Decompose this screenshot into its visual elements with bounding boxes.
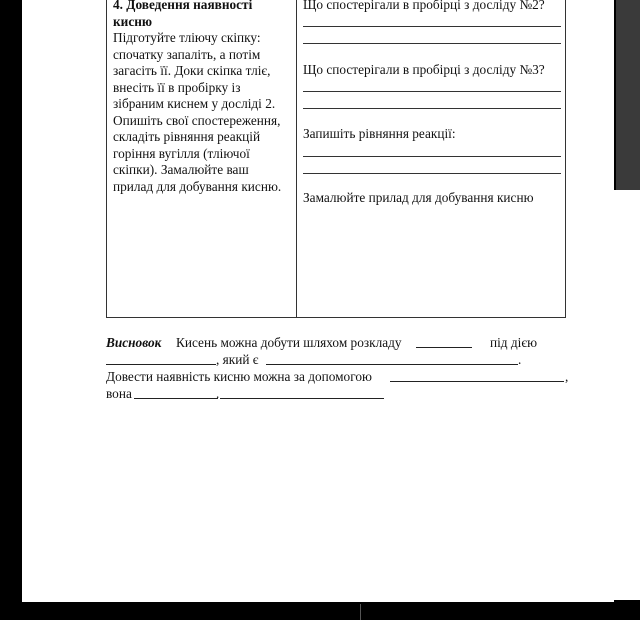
question-exp2: Що спостерігали в пробірці з досліду №2? [303,0,545,12]
answer-line[interactable] [303,26,561,27]
instruction-line: внесіть її в пробірку із [113,79,241,95]
section-title: 4. Доведення наявності [113,0,253,12]
worksheet-page [22,0,614,602]
answer-line[interactable] [303,43,561,44]
question-draw: Замалюйте прилад для добування кисню [303,190,534,205]
instruction-line: скіпки). Замалюйте ваш [113,162,249,177]
punctuation: . [518,352,522,367]
conclusion-text: вона [106,386,132,401]
instructions-cell [113,0,291,195]
conclusion-text: Кисень можна добути шляхом розкладу [176,335,402,350]
side-panel [616,0,640,190]
instruction-line: горіння вугілля (тліючої [113,145,250,161]
blank-field[interactable] [106,351,216,365]
punctuation: , [565,369,569,384]
experiment-table [106,0,566,318]
blank-field[interactable] [220,385,384,399]
conclusion-label: Висновок [106,335,162,350]
instruction-line: спочатку запаліть, а потім [113,46,261,62]
bottom-bar [28,602,612,620]
instruction-line: складіть рівняння реакцій [113,129,261,144]
instruction-line: загасіть її. Доки скіпка тліє, [113,63,271,78]
blank-field[interactable] [134,385,218,399]
answer-line[interactable] [303,156,561,157]
conclusion-text: під дією [490,335,538,350]
instruction-line: прилад для добування кисню. [113,178,282,194]
blank-field[interactable] [266,351,518,365]
instruction-line: зібраним киснем у досліді 2. [113,96,276,111]
question-equation: Запишіть рівняння реакції: [303,126,456,141]
answer-line[interactable] [303,91,561,92]
column-divider [296,0,297,317]
punctuation: . [216,386,220,401]
bottom-divider [360,604,361,620]
section-title-cont: кисню [113,13,153,29]
conclusion-text: , який є [216,352,259,367]
blank-field[interactable] [416,334,472,348]
answer-line[interactable] [303,108,561,109]
answer-line[interactable] [303,173,561,174]
instruction-line: Опишіть свої спостереження, [113,112,281,128]
question-exp3: Що спостерігали в пробірці з досліду №3? [303,62,545,77]
instruction-line: Підготуйте тліючу скіпку: [113,30,261,45]
side-panel-lower [614,190,640,600]
conclusion-text: Довести наявність кисню можна за допомогою [106,369,372,384]
blank-field[interactable] [390,368,564,382]
conclusion [106,334,586,402]
